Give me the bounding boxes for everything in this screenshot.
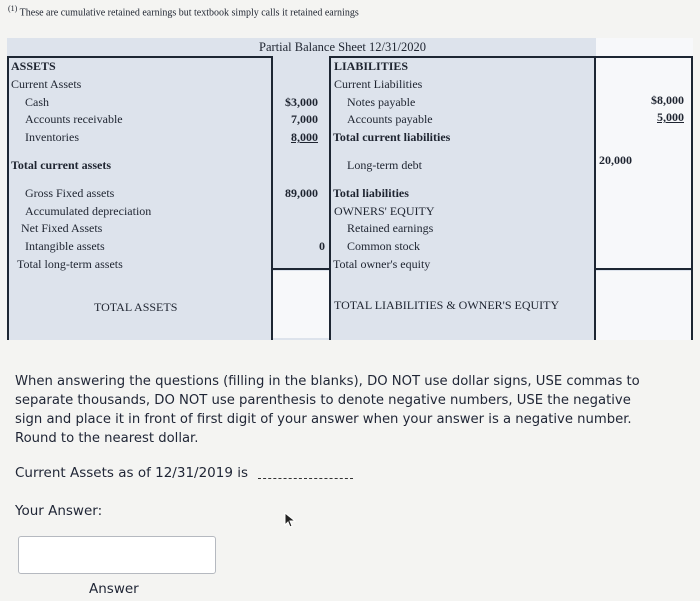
total-assets-label: TOTAL ASSETS xyxy=(94,300,178,314)
fill-in-blank xyxy=(258,478,353,479)
inventories-label: Inventories xyxy=(25,130,79,144)
sheet-title: Partial Balance Sheet 12/31/2020 xyxy=(259,40,426,54)
long-term-debt-label: Long-term debt xyxy=(347,158,422,172)
assets-total-cell xyxy=(271,271,329,338)
total-current-liabilities-label: Total current liabilities xyxy=(333,130,451,144)
gross-fixed-assets-label: Gross Fixed assets xyxy=(25,186,115,200)
answer-input[interactable] xyxy=(18,536,216,574)
right-value-rule xyxy=(594,56,596,340)
footnote-marker: (1) xyxy=(8,4,18,13)
accounts-payable-label: Accounts payable xyxy=(347,112,433,126)
your-answer-label: Your Answer: xyxy=(15,503,103,519)
inventories-value: 8,000 xyxy=(291,130,318,144)
sheet-top-rule-right xyxy=(329,56,693,58)
net-fixed-assets-label: Net Fixed Assets xyxy=(21,221,103,235)
right-notes-payable-value: $8,000 xyxy=(651,93,684,107)
assets-value-rule xyxy=(271,56,273,340)
total-current-assets-label: Total current assets xyxy=(11,158,111,172)
long-term-debt-value: 20,000 xyxy=(599,153,632,167)
cash-value: $3,000 xyxy=(285,95,318,109)
current-assets-label: Current Assets xyxy=(11,77,82,91)
assets-heading: ASSETS xyxy=(11,59,56,73)
common-stock-label: Common stock xyxy=(347,239,421,253)
accounts-receivable-value: 7,000 xyxy=(291,112,318,126)
intangible-assets-label: Intangible assets xyxy=(25,239,105,253)
liabilities-rule xyxy=(329,56,331,340)
sheet-top-rule xyxy=(7,56,271,58)
accumulated-depreciation-label: Accumulated depreciation xyxy=(25,204,152,218)
liabilities-heading: LIABILITIES xyxy=(334,59,409,73)
total-long-term-assets-label: Total long-term assets xyxy=(17,257,123,271)
owners-equity-heading: OWNERS' EQUITY xyxy=(334,204,435,218)
subtotal-rule-right xyxy=(594,268,693,270)
instructions: When answering the questions (filling in the blanks), DO NOT use dollar signs, USE commas to separate thousands, DO NOT use parenthesis to denote negative numbers, USE the negative sign and place it in front of first digit of your answer when your answer is a negative number. Round to the nearest dollar. xyxy=(15,374,640,446)
subtotal-rule xyxy=(271,268,331,270)
question-text: Current Assets as of 12/31/2019 is xyxy=(15,465,249,481)
notes-payable-label: Notes payable xyxy=(347,95,416,109)
answer-button[interactable]: Answer xyxy=(89,581,139,597)
question xyxy=(15,465,353,481)
total-owners-equity-label: Total owner's equity xyxy=(333,257,431,271)
retained-earnings-label: Retained earnings xyxy=(347,221,434,235)
right-accounts-payable-value: 5,000 xyxy=(657,110,684,124)
right-total-cell xyxy=(596,271,693,340)
footnote-text: These are cumulative retained earnings but textbook simply calls it retained earnings xyxy=(19,7,359,19)
intangible-assets-value: 0 xyxy=(319,239,325,253)
gross-fixed-assets-value: 89,000 xyxy=(285,186,318,200)
current-liabilities-label: Current Liabilities xyxy=(334,77,423,91)
total-liabilities-label: Total liabilities xyxy=(333,186,409,200)
sheet-left-rule xyxy=(7,56,9,340)
footnote xyxy=(8,4,359,18)
balance-sheet xyxy=(7,38,693,340)
mouse-cursor-icon xyxy=(284,512,298,528)
right-edge-rule xyxy=(691,56,693,340)
accounts-receivable-label: Accounts receivable xyxy=(25,112,123,126)
cash-label: Cash xyxy=(25,95,49,109)
total-liabilities-equity-label: TOTAL LIABILITIES & OWNER'S EQUITY xyxy=(334,298,560,312)
